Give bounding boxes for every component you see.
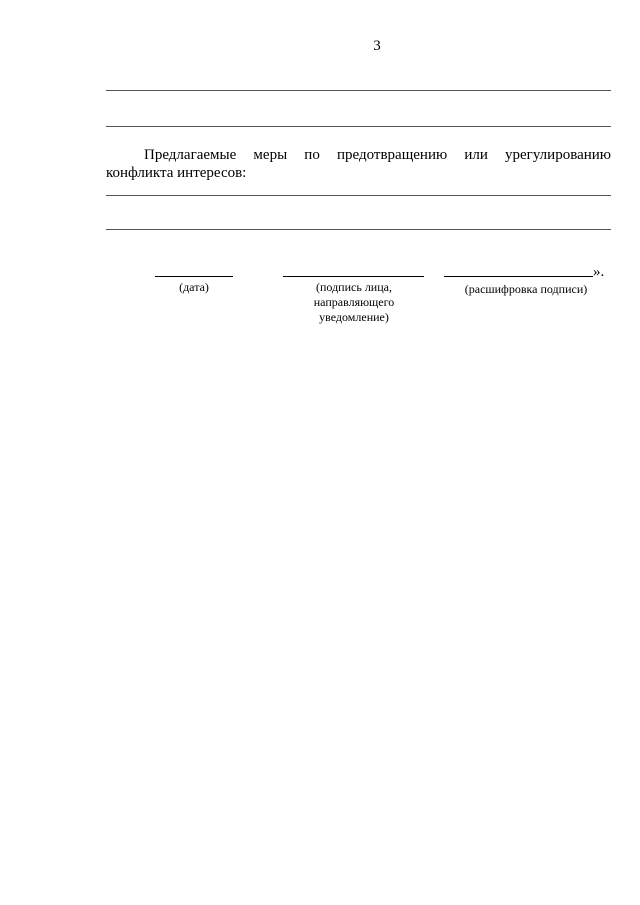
blank-line-1 [106,90,611,91]
blank-line-4 [106,229,611,230]
blank-line-2 [106,126,611,127]
blank-line-3 [106,195,611,196]
decode-caption: (расшифровка подписи) [464,282,588,296]
date-line [155,276,233,277]
date-caption: (дата) [179,280,209,294]
signature-caption-line-3: уведомление) [319,310,389,324]
signature-caption-line-2: направляющего [313,295,395,309]
signature-caption [280,280,428,325]
proposal-paragraph: Предлагаемые меры по предотвращению или урегулированию конфликта интересов: [106,147,611,181]
signature-caption-line-1: (подпись лица, [316,280,392,294]
page-number: 3 [373,38,381,54]
decode-line [444,276,593,277]
closing-quote: ». [593,264,605,280]
signature-line [283,276,424,277]
